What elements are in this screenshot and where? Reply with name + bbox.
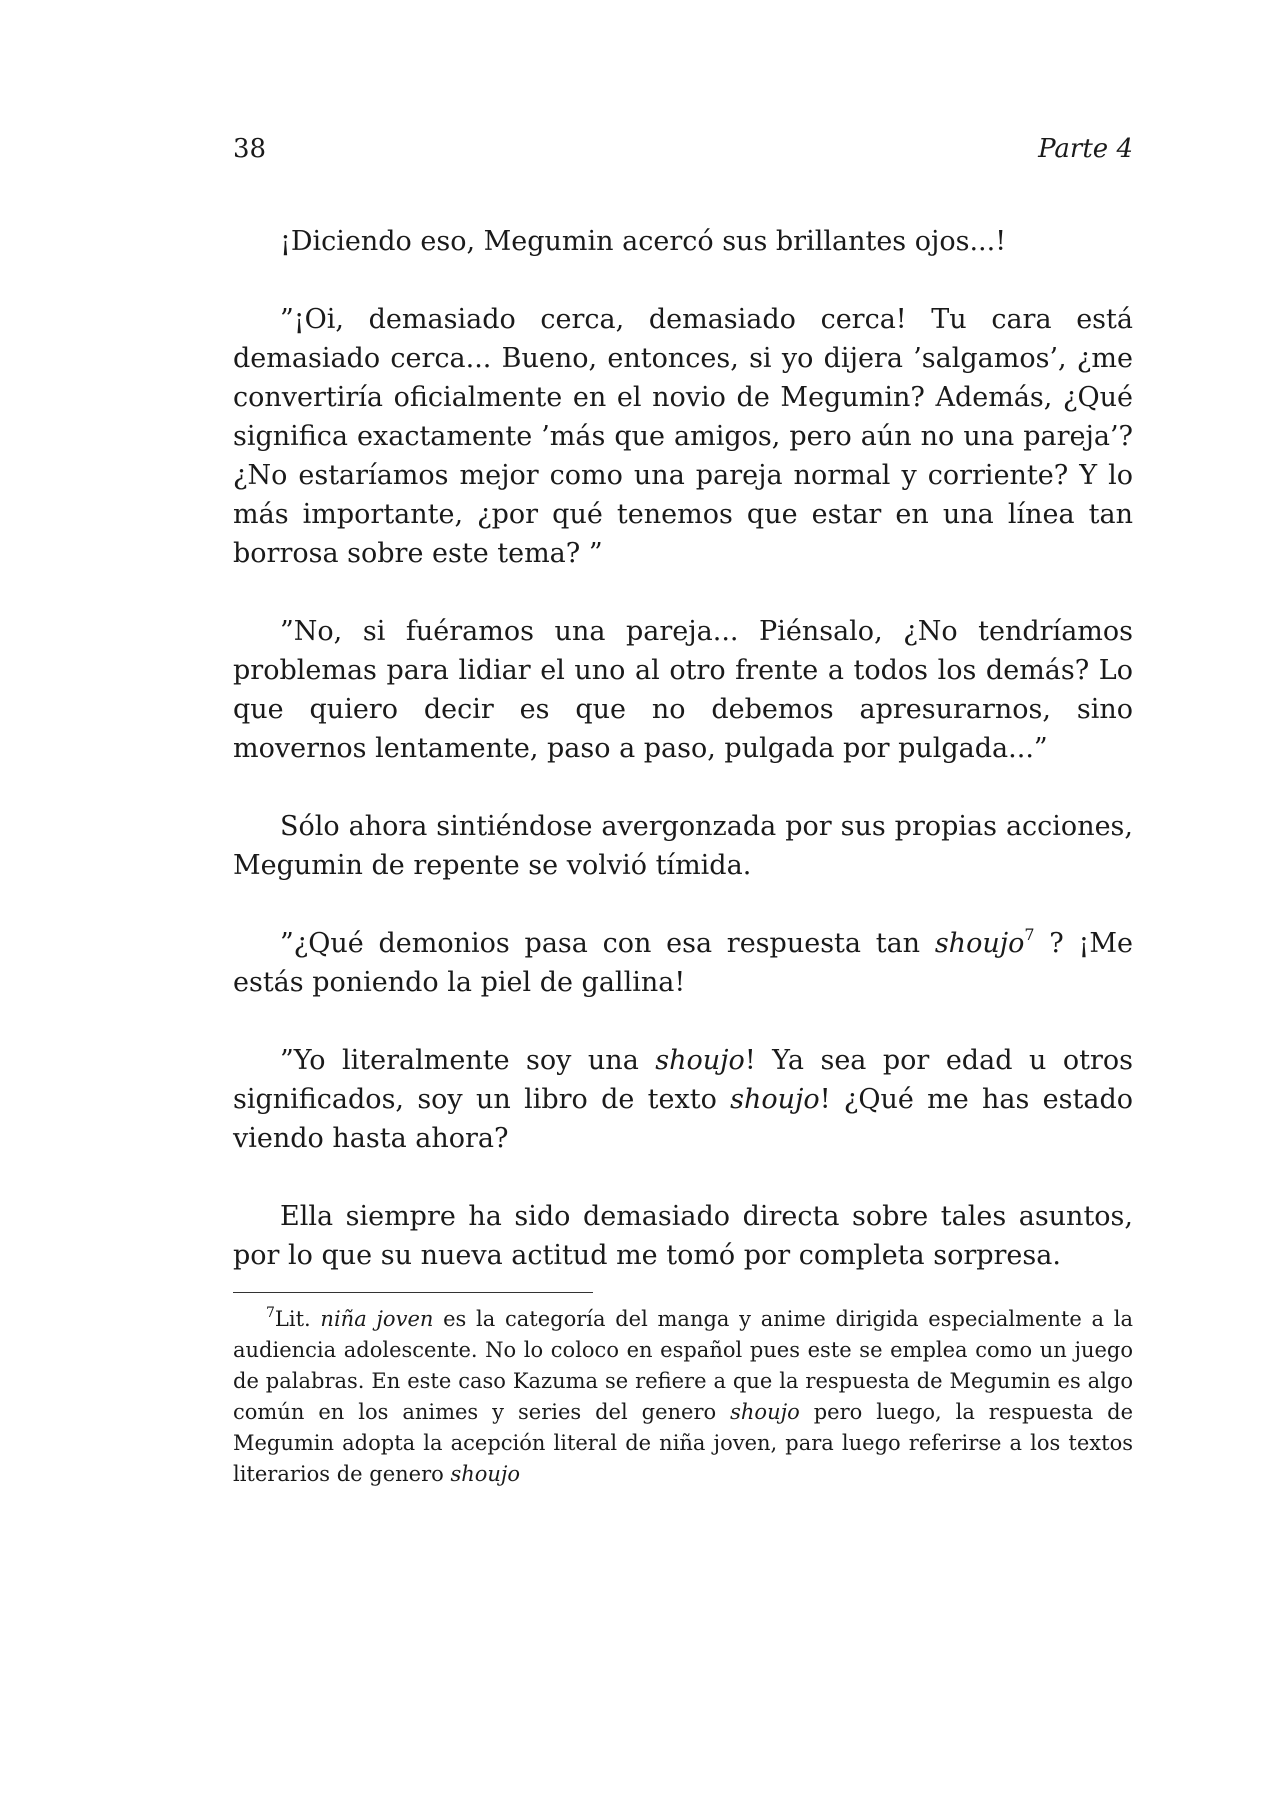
- paragraph: ”No, si fuéramos una pareja... Piénsalo, ¿No tendríamos problemas para lidiar el uno al otro frente a todos los demás? Lo que quiero decir es que no debemos apresurarnos, sino movernos lentamente, paso a paso, pulgada por pulgada...”: [233, 616, 1133, 764]
- paragraph: ”¿Qué demonios pasa con esa respuesta tan shoujo$^7$ ? ¡Me estás poniendo la piel de gallina!: [233, 925, 1133, 998]
- emphasis: shoujo: [450, 1462, 521, 1486]
- page-number: 38: [233, 134, 267, 164]
- running-header: [233, 132, 1133, 166]
- paragraph: Ella siempre ha sido demasiado directa sobre tales asuntos, por lo que su nueva actitud me tomó por completa sorpresa.: [233, 1201, 1133, 1271]
- body-text: [233, 222, 1133, 1275]
- footnote-divider: [233, 1292, 593, 1293]
- paragraph: ”¡Oi, demasiado cerca, demasiado cerca! Tu cara está demasiado cerca... Bueno, entonces, si yo dijera ’salgamos’, ¿me convertiría oficialmente en el novio de Megumin? Además, ¿Qué significa exactamente ’más que amigos, pero aún no una pareja’? ¿No estaríamos mejor como una pareja normal y corriente? Y lo más importante, ¿por qué tenemos que estar en una línea tan borrosa sobre este tema? ”: [233, 304, 1133, 569]
- emphasis: shoujo: [655, 1045, 745, 1076]
- emphasis: shoujo: [934, 928, 1025, 959]
- footnote-mark: 7: [266, 1305, 275, 1321]
- emphasis: niña joven: [320, 1307, 434, 1331]
- paragraph: ”Yo literalmente soy una shoujo! Ya sea por edad u otros significados, soy un libro de texto shoujo! ¿Qué me has estado viendo hasta ahora?: [233, 1045, 1133, 1154]
- emphasis: shoujo: [730, 1400, 800, 1424]
- paragraph: Sólo ahora sintiéndose avergonzada por sus propias acciones, Megumin de repente se volvió tímida.: [233, 811, 1133, 881]
- footnote-reference[interactable]: 7: [1024, 925, 1035, 944]
- footnote: $^7$Lit. niña joven es la categoría del manga y anime dirigida especialmente a la audiencia adolescente. No lo coloco en español pues este se emplea como un juego de palabras. En este caso Kazuma se refiere a que la respuesta de Megumin es algo común en los animes y series del genero shoujo pero luego, la respuesta de Megumin adopta la acepción literal de niña joven, para luego referirse a los textos literarios de genero shoujo: [233, 1305, 1134, 1486]
- chapter-title: Parte 4: [1038, 134, 1133, 164]
- paragraph: ¡Diciendo eso, Megumin acercó sus brillantes ojos...!: [280, 226, 1007, 257]
- emphasis: shoujo: [730, 1084, 820, 1115]
